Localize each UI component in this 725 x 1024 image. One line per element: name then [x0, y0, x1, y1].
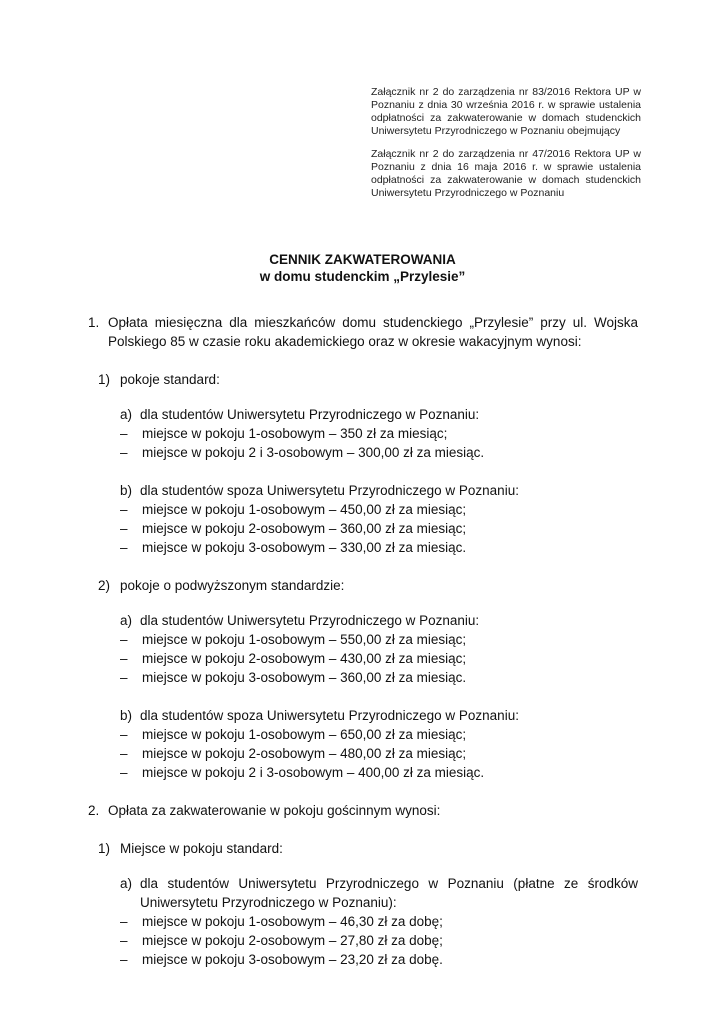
document-title	[0, 251, 725, 285]
subsection	[98, 370, 638, 389]
price-item-text: miejsce w pokoju 3-osobowym – 360,00 zł za miesiąc.	[142, 670, 467, 685]
dash-bullet: –	[120, 765, 128, 780]
subsection-label: pokoje standard:	[120, 372, 220, 387]
attachment-note-1: Załącznik nr 2 do zarządzenia nr 83/2016 Rektora UP w Poznaniu z dnia 30 września 2016 r. w sprawie ustalenia odpłatności za zakwaterowanie w domach studenckich Uniwersytetu Przyrodniczego w Poznaniu obejmujący	[371, 86, 641, 137]
price-item-text: miejsce w pokoju 2 i 3-osobowym – 400,00 zł za miesiąc.	[142, 765, 485, 780]
dash-bullet: –	[120, 952, 128, 967]
title-main: CENNIK ZAKWATEROWANIA	[269, 252, 456, 267]
section-number: 1.	[88, 315, 100, 330]
group-heading	[120, 611, 638, 630]
price-item-text: miejsce w pokoju 1-osobowym – 350 zł za miesiąc;	[142, 426, 448, 441]
group-label: dla studentów Uniwersytetu Przyrodniczego w Poznaniu (płatne ze środków Uniwersytetu Przyrodniczego w Poznaniu):	[140, 876, 638, 910]
section-text: Opłata za zakwaterowanie w pokoju gościnnym wynosi:	[108, 803, 441, 818]
dash-bullet: –	[120, 746, 128, 761]
price-item	[120, 649, 638, 668]
group-label: dla studentów Uniwersytetu Przyrodniczego w Poznaniu:	[140, 613, 480, 628]
price-item	[120, 725, 638, 744]
price-item-text: miejsce w pokoju 3-osobowym – 23,20 zł za dobę.	[142, 952, 443, 967]
price-item-text: miejsce w pokoju 2-osobowym – 360,00 zł za miesiąc;	[142, 521, 467, 536]
group-heading	[120, 405, 638, 424]
dash-bullet: –	[120, 727, 128, 742]
price-item	[120, 744, 638, 763]
price-item-text: miejsce w pokoju 3-osobowym – 330,00 zł za miesiąc.	[142, 540, 467, 555]
price-items	[120, 424, 638, 462]
price-item-text: miejsce w pokoju 2-osobowym – 27,80 zł za dobę;	[142, 933, 443, 948]
group-heading	[120, 481, 638, 500]
dash-bullet: –	[120, 651, 128, 666]
dash-bullet: –	[120, 445, 128, 460]
student-group	[120, 874, 638, 969]
group-label: dla studentów spoza Uniwersytetu Przyrodniczego w Poznaniu:	[140, 483, 519, 498]
subsection-number: 1)	[98, 372, 111, 387]
student-group	[120, 706, 638, 782]
section-text: Opłata miesięczna dla mieszkańców domu studenckiego „Przylesie” przy ul. Wojska Polskiego 85 w czasie roku akademickiego oraz w okresie wakacyjnym wynosi:	[108, 315, 638, 349]
attachment-header	[371, 86, 641, 210]
price-item	[120, 763, 638, 782]
dash-bullet: –	[120, 933, 128, 948]
group-letter: b)	[120, 708, 133, 723]
section-1	[88, 313, 638, 351]
price-item	[120, 500, 638, 519]
title-subtitle: w domu studenckim „Przylesie”	[259, 269, 466, 284]
price-list	[88, 313, 638, 988]
section-number: 2.	[88, 803, 100, 818]
subsection-label: pokoje o podwyższonym standardzie:	[120, 578, 345, 593]
price-item-text: miejsce w pokoju 2-osobowym – 430,00 zł za miesiąc;	[142, 651, 467, 666]
section-2	[88, 801, 638, 820]
group-letter: a)	[120, 613, 133, 628]
dash-bullet: –	[120, 540, 128, 555]
price-item	[120, 931, 638, 950]
price-item-text: miejsce w pokoju 1-osobowym – 46,30 zł za dobę;	[142, 914, 443, 929]
dash-bullet: –	[120, 521, 128, 536]
group-letter: a)	[120, 407, 133, 422]
dash-bullet: –	[120, 632, 128, 647]
price-item	[120, 424, 638, 443]
group-heading	[120, 706, 638, 725]
dash-bullet: –	[120, 914, 128, 929]
group-label: dla studentów spoza Uniwersytetu Przyrodniczego w Poznaniu:	[140, 708, 519, 723]
subsection	[98, 839, 638, 858]
dash-bullet: –	[120, 426, 128, 441]
subsection	[98, 576, 638, 595]
subsection-number: 2)	[98, 578, 111, 593]
dash-bullet: –	[120, 670, 128, 685]
price-item-text: miejsce w pokoju 2-osobowym – 480,00 zł za miesiąc;	[142, 746, 467, 761]
subsection-number: 1)	[98, 841, 111, 856]
price-items	[120, 912, 638, 969]
price-item	[120, 630, 638, 649]
price-item-text: miejsce w pokoju 2 i 3-osobowym – 300,00 zł za miesiąc.	[142, 445, 485, 460]
group-letter: a)	[120, 876, 133, 891]
price-item	[120, 538, 638, 557]
group-letter: b)	[120, 483, 133, 498]
price-item	[120, 950, 638, 969]
student-group	[120, 611, 638, 687]
price-item-text: miejsce w pokoju 1-osobowym – 450,00 zł za miesiąc;	[142, 502, 467, 517]
subsection-label: Miejsce w pokoju standard:	[120, 841, 283, 856]
price-item	[120, 912, 638, 931]
price-item	[120, 443, 638, 462]
price-items	[120, 630, 638, 687]
group-heading	[120, 874, 638, 912]
price-item	[120, 668, 638, 687]
price-item-text: miejsce w pokoju 1-osobowym – 550,00 zł za miesiąc;	[142, 632, 467, 647]
attachment-note-2: Załącznik nr 2 do zarządzenia nr 47/2016 Rektora UP w Poznaniu z dnia 16 maja 2016 r. w sprawie ustalenia odpłatności za zakwaterowanie w domach studenckich Uniwersytetu Przyrodniczego w Poznaniu	[371, 148, 641, 199]
price-item-text: miejsce w pokoju 1-osobowym – 650,00 zł za miesiąc;	[142, 727, 467, 742]
student-group	[120, 405, 638, 462]
price-item	[120, 519, 638, 538]
price-items	[120, 725, 638, 782]
dash-bullet: –	[120, 502, 128, 517]
price-items	[120, 500, 638, 557]
group-label: dla studentów Uniwersytetu Przyrodniczego w Poznaniu:	[140, 407, 480, 422]
student-group	[120, 481, 638, 557]
